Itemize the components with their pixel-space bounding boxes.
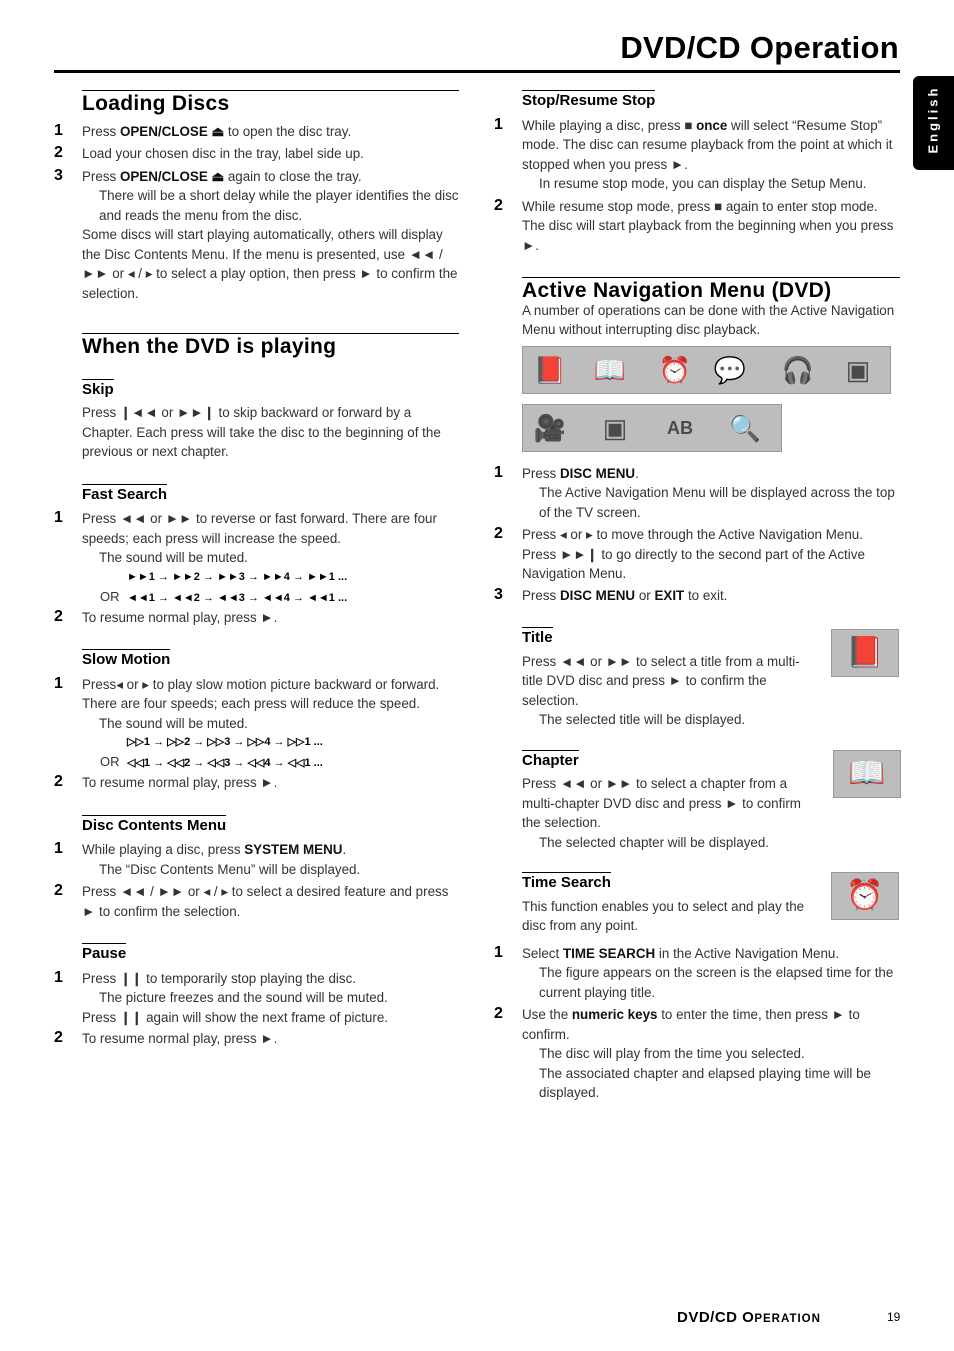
headphones-icon: 🎧 [781,354,815,385]
list-item: 2 While resume stop mode, press ■ again to enter stop mode. The disc will start playback from the beginning when you press ►. [494,196,894,253]
active-nav-heading: Active Navigation Menu (DVD) [522,279,832,302]
list-item: 2 To resume normal play, press ►. [54,607,278,625]
title-text: Press ◄◄ or ►► to select a title from a multi-title DVD disc and press ► to confirm the selection. [522,653,800,708]
note-text: There will be a short delay while the player identifies the disc and reads the menu from the disc. [99,188,459,223]
list-item: 2 Press ◂ or ▸ to move through the Active Navigation Menu. Press ►►❙ to go directly to the second part of the Active Navigation Menu. [494,525,865,581]
list-item: 2 To resume normal play, press ►. [54,773,278,790]
alarm-clock-icon: ⏰ [658,354,692,385]
list-item: 2 Use the numeric keys to enter the time, then press ► to confirm. [494,1005,860,1042]
time-search-intro: This function enables you to select and play the disc from any point. [522,898,805,933]
disc-contents-heading: Disc Contents Menu [82,816,227,834]
book-icon: 📕 [831,629,899,677]
note-text: The selected chapter will be displayed. [539,834,770,850]
list-item: 2 Press ◄◄ / ►► or ◂ / ▸ to select a desired feature and press ► to confirm the selection. [54,882,449,919]
skip-heading: Skip [82,380,114,398]
note-text: The Active Navigation Menu will be displayed across the top of the TV screen. [539,485,895,520]
note-text: The figure appears on the screen is the elapsed time for the current playing title. [539,965,894,1000]
list-item: 3 Press DISC MENU or EXIT to exit. [494,585,728,603]
screen-icon: ▣ [845,354,871,385]
speed-sequence-backward: OR ◄◄1 → ◄◄2 → ◄◄3 → ◄◄4 → ◄◄1 ... [100,588,348,604]
title-rule [54,70,900,73]
note-text: Press ❙❙ again will show the next frame of picture. [82,1009,389,1025]
footer-label: DVD/CD OPERATION [677,1309,821,1326]
page-number: 19 [887,1310,901,1324]
stop-resume-heading: Stop/Resume Stop [522,92,656,109]
list-item: 1 Select TIME SEARCH in the Active Navigation Menu. [494,943,840,961]
list-item: 1 Press◂ or ▸ to play slow motion picture backward or forward. There are four speeds; each press will reduce the speed. [54,674,440,711]
note-text: The sound will be muted. [99,715,248,731]
language-tab [913,76,954,170]
magnifier-icon: 🔍 [728,412,762,443]
note-text: In resume stop mode, you can display the Setup Menu. [539,176,867,191]
subtitle-icon: AB [667,417,693,438]
list-item: 1 While playing a disc, press SYSTEM MENU. [54,840,347,857]
time-search-heading: Time Search [522,874,611,891]
left-column [54,90,459,1049]
slow-sequence-forward: ▷▷1 → ▷▷2 → ▷▷3 → ▷▷4 → ▷▷1 ... [127,736,323,748]
alarm-clock-icon: ⏰ [831,872,899,920]
note-text: Some discs will start playing automatically, others will display the Disc Contents Menu. If the menu is presented, use ◄◄ / ►► or ◂ / ▸ to select a play option, then press ► to confirm the selection. [82,227,458,301]
slow-sequence-backward: OR ◁◁1 → ◁◁2 → ◁◁3 → ◁◁4 → ◁◁1 ... [100,754,323,769]
speed-sequence-forward: ►►1 → ►►2 → ►►3 → ►►4 → ►►1 ... [127,570,348,583]
loading-discs-heading: Loading Discs [82,92,230,115]
book-icon: 📕 [533,354,567,385]
window-icon: ▣ [602,412,628,443]
list-item: 2 Load your chosen disc in the tray, label side up. [54,144,364,161]
open-book-icon: 📖 [593,354,627,385]
list-item: 1 Press ❙❙ to temporarily stop playing the disc. [54,968,356,986]
list-item: 1 Press DISC MENU. [494,463,639,481]
note-text: The selected title will be displayed. [539,712,746,727]
chapter-heading: Chapter [522,751,579,769]
note-text: The picture freezes and the sound will be muted. [99,990,388,1005]
list-item: 2 To resume normal play, press ►. [54,1029,278,1046]
camera-icon: 🎥 [533,412,567,443]
note-text: The “Disc Contents Menu” will be displayed. [99,861,361,877]
title-heading: Title [522,629,553,646]
list-item: 1 While playing a disc, press ■ once will select “Resume Stop” mode. The disc can resume playback from the point at which it stopped when you press ►. [494,115,893,172]
chapter-text: Press ◄◄ or ►► to select a chapter from a multi-chapter DVD disc and press ► to confirm the selection. [522,776,801,830]
nav-menu-bar-2 [522,404,782,452]
active-nav-intro: A number of operations can be done with the Active Navigation Menu without interrupting disc playback. [522,302,895,337]
skip-text: Press ❙◄◄ or ►►❙ to skip backward or forward by a Chapter. Each press will take the disc to the beginning of the previous or next chapter. [82,405,441,459]
note-text: The disc will play from the time you selected. [539,1046,805,1061]
dvd-playing-heading: When the DVD is playing [82,335,337,358]
language-tab-label: English [925,85,941,154]
nav-menu-bar-1 [522,346,891,394]
list-item: 1 Press ◄◄ or ►► to reverse or fast forward. There are four speeds; each press will increase the speed. [54,509,437,546]
open-book-icon: 📖 [833,750,901,798]
list-item: 3 Press OPEN/CLOSE ⏏ again to close the tray. [54,166,362,184]
nav-menu-images [494,340,900,464]
speech-bubble-icon: 💬 [713,354,747,385]
note-text: The sound will be muted. [99,550,248,565]
note-text: The associated chapter and elapsed playing time will be displayed. [539,1065,871,1100]
slow-motion-heading: Slow Motion [82,651,171,668]
page-title: DVD/CD Operation [620,30,899,65]
list-item: 1 Press OPEN/CLOSE ⏏ to open the disc tray. [54,121,352,139]
right-column [494,90,900,1103]
pause-heading: Pause [82,945,127,962]
fast-search-heading: Fast Search [82,485,168,503]
